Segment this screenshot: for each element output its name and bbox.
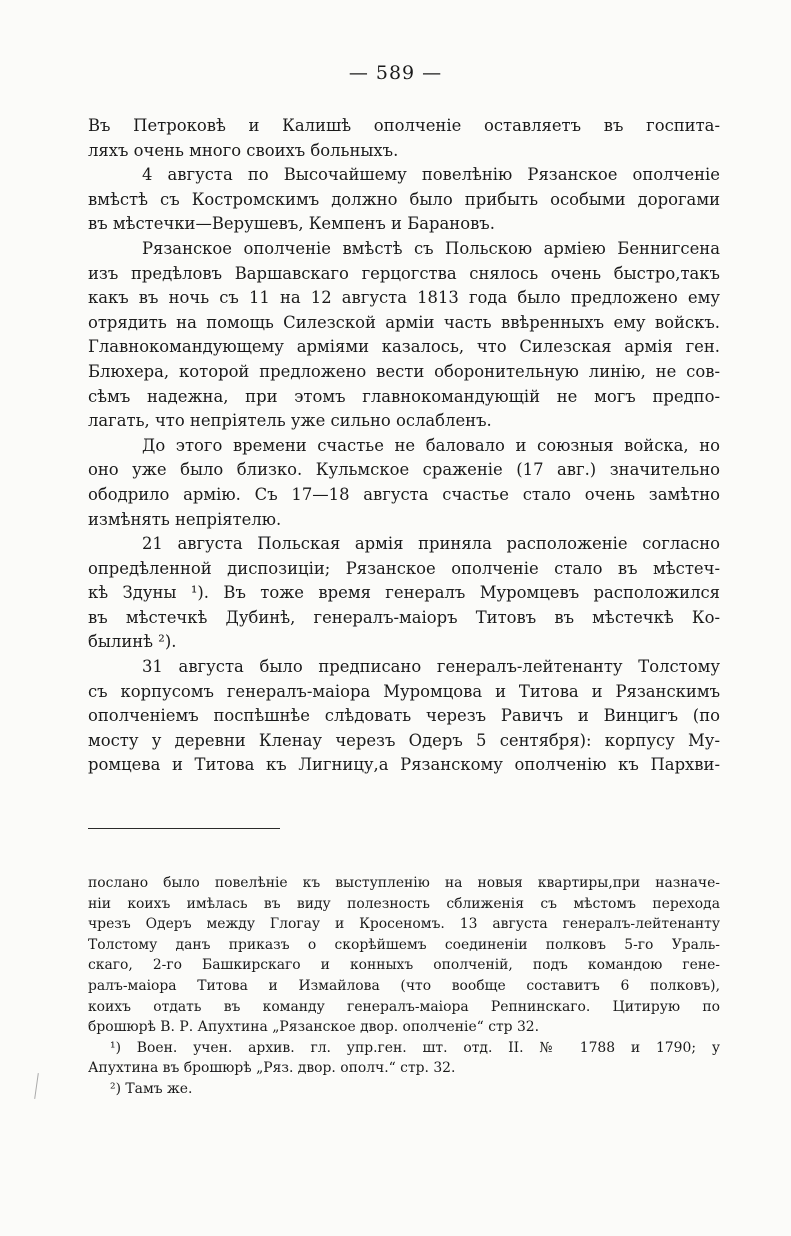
footnote-line: чрезъ Одеръ между Глогау и Кросеномъ. 13 августа генералъ-лейтенанту: [88, 916, 720, 933]
footnote-line: коихъ отдать въ команду генералъ-маіора Репнинскаго. Цитирую по: [88, 998, 720, 1015]
text-line: До этого времени счастье не баловало и союзныя войска, но: [142, 435, 720, 455]
footnote-line: послано было повелѣніе къ выступленію на новыя квартиры,при назначе-: [88, 875, 720, 891]
text-line: Блюхера, которой предложено вести оборонительную линію, не сов-: [88, 361, 720, 381]
text-line: Рязанское ополченіе вмѣстѣ съ Польскою арміею Беннигсена: [142, 238, 720, 258]
footnote-line: Толстому данъ приказъ о скорѣйшемъ соединеніи полковъ 5-го Ураль-: [88, 936, 720, 953]
text-line: сѣмъ надежна, при этомъ главнокомандующій не могъ предпо-: [88, 386, 720, 406]
footnote-line: Апухтина въ брошюрѣ „Ряз. двор. ополч.“ стр. 32.: [88, 1060, 456, 1077]
text-line: 31 августа было предписано генералъ-лейтенанту Толстому: [142, 657, 720, 677]
text-line: былинѣ ²).: [88, 632, 177, 652]
main-text-block: [88, 114, 720, 778]
footnote-line: ¹) Воен. учен. архив. гл. упр.ген. шт. отд. II. № 1788 и 1790; у: [110, 1039, 720, 1056]
footnote-line: брошюрѣ В. Р. Апухтина „Рязанское двор. ополченіе“ стр 32.: [88, 1019, 540, 1036]
text-line: ободрило армію. Съ 17—18 августа счастье стало очень замѣтно: [88, 484, 720, 504]
footnote-line: скаго, 2-го Башкирскаго и конныхъ ополченій, подъ командою гене-: [88, 957, 720, 974]
text-line: ромцева и Титова къ Лигницу,а Рязанскому ополченію къ Пархви-: [88, 755, 720, 775]
footnote-line: ніи коихъ имѣлась въ виду полезность сближенія съ мѣстомъ перехода: [88, 895, 720, 912]
text-line: опредѣленной диспозиціи; Рязанское ополченіе стало въ мѣстеч-: [88, 558, 720, 578]
text-line: изъ предѣловъ Варшавскаго герцогства снялось очень быстро,такъ: [88, 263, 720, 283]
text-line: 21 августа Польская армія приняла расположеніе согласно: [142, 534, 720, 554]
text-line: кѣ Здуны ¹). Въ тоже время генералъ Муромцевъ расположился: [88, 583, 720, 603]
text-line: ополченіемъ поспѣшнѣе слѣдовать черезъ Равичъ и Винцигъ (по: [88, 706, 720, 726]
footnotes-block: [88, 873, 720, 1100]
text-line: въ мѣстечки—Верушевъ, Кемпенъ и Барановъ.: [88, 214, 495, 234]
text-line: вмѣстѣ съ Костромскимъ должно было прибыть особыми дорогами: [88, 189, 720, 209]
page-number: — 589 —: [348, 62, 443, 84]
text-line: мосту у деревни Кленау черезъ Одеръ 5 сентября): корпусу Му-: [88, 730, 720, 750]
text-line: съ корпусомъ генералъ-маіора Муромцова и Титова и Рязанскимъ: [88, 681, 720, 701]
text-line: оно уже было близко. Кульмское сраженіе (17 авг.) значительно: [88, 460, 720, 480]
text-line: измѣнять непріятелю.: [88, 509, 282, 529]
footnote-line: ралъ-маіора Титова и Измайлова (что вообще составитъ 6 полковъ),: [88, 977, 720, 994]
text-line: отрядить на помощь Силезской арміи часть ввѣренныхъ ему войскъ.: [88, 312, 720, 332]
text-line: ляхъ очень много своихъ больныхъ.: [88, 140, 399, 160]
text-line: Главнокомандующему арміями казалось, что Силезская армія ген.: [88, 337, 720, 357]
footnote-line: ²) Тамъ же.: [110, 1080, 193, 1097]
text-line: 4 августа по Высочайшему повелѣнію Рязанское ополченіе: [142, 165, 720, 185]
margin-pencil-mark: [34, 1073, 39, 1099]
text-line: какъ въ ночь съ 11 на 12 августа 1813 года было предложено ему: [88, 288, 720, 308]
text-line: лагать, что непріятель уже сильно ослабленъ.: [88, 411, 492, 431]
footnote-separator: [88, 828, 280, 829]
text-line: въ мѣстечкѣ Дубинѣ, генералъ-маіоръ Титовъ въ мѣстечкѣ Ко-: [88, 607, 720, 627]
text-line: Въ Петроковѣ и Калишѣ ополченіе оставляетъ въ госпита-: [88, 116, 720, 135]
